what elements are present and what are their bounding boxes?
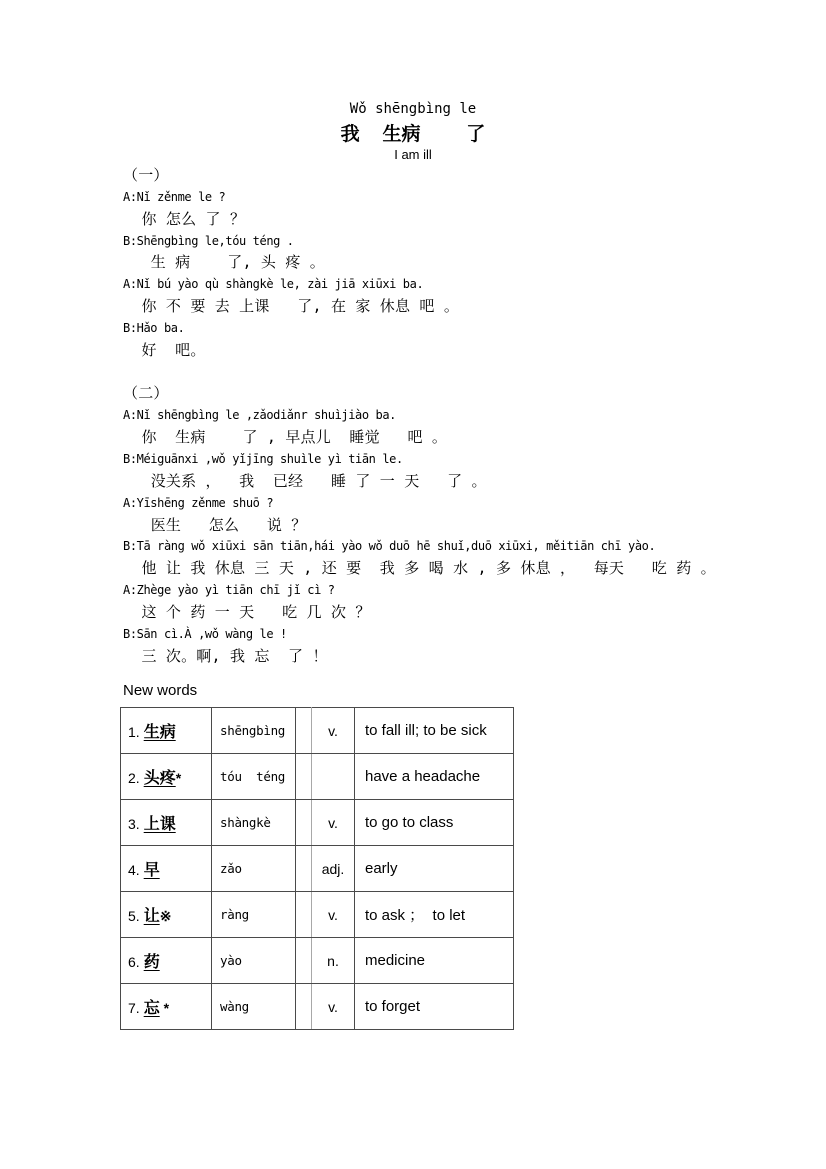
word-hanzi: 头疼 [143,770,176,787]
meaning-cell: to ask ； to let [355,892,514,938]
word-cell [121,938,212,984]
word-mark: * [159,1000,170,1016]
dialogue-line: B:Shēngbìng le,tóu téng . [123,233,294,248]
new-word-row [121,984,514,1030]
spacer-cell [296,754,312,800]
dialogue-line: 生 病 了, 头 疼 。 [123,253,325,272]
title-pinyin: Wǒ shēngbìng le [349,101,477,117]
dialogue-line: 医生 怎么 说 ？ [123,515,307,534]
dialogue-line: B:Sān cì.À ,wǒ wàng le ! [123,626,287,641]
dialogue-line: 他 让 我 休息 三 天 , 还 要 我 多 喝 水 , 多 休息 ， 每天 吃 药 。 [123,559,716,578]
word-number: 7. [128,1000,140,1016]
new-word-row [121,892,514,938]
dialogue-line: A:Nǐ shēngbìng le ,zǎodiǎnr shuìjiào ba. [123,408,396,423]
pos-cell: v. [312,984,355,1030]
word-cell [121,984,212,1030]
word-hanzi: 早 [143,862,160,879]
word-number: 4. [128,862,140,878]
word-cell [121,800,212,846]
pinyin-cell: ràng [212,892,296,938]
spacer-cell [296,708,312,754]
spacer-cell [296,892,312,938]
word-hanzi: 药 [143,954,160,971]
word-hanzi: 忘 [143,1000,160,1017]
meaning-cell: have a headache [355,754,514,800]
meaning-cell: to go to class [355,800,514,846]
dialogue-line: A:Yīshēng zěnme shuō ? [123,495,274,510]
spacer-cell [296,800,312,846]
meaning-cell: early [355,846,514,892]
word-cell [121,846,212,892]
word-number: 5. [128,908,140,924]
pinyin-cell: wàng [212,984,296,1030]
pos-cell: n. [312,938,355,984]
word-cell [121,892,212,938]
pos-cell [312,754,355,800]
new-word-row [121,846,514,892]
word-hanzi: 让 [143,908,160,925]
title-english: I am ill [394,147,432,162]
pos-cell: adj. [312,846,355,892]
pos-cell: v. [312,708,355,754]
word-cell [121,708,212,754]
dialogue-line: B:Tā ràng wǒ xiūxi sān tiān,hái yào wǒ duō hē shuǐ,duō xiūxi, měitiān chī yào. [123,539,656,554]
pinyin-cell: yào [212,938,296,984]
section-two-header: （二） [123,384,169,403]
word-mark: ※ [159,908,172,924]
word-mark: * [175,770,182,786]
title-hanzi: 我 生病 了 [340,123,486,145]
word-cell [121,754,212,800]
meaning-cell: medicine [355,938,514,984]
new-word-row [121,938,514,984]
dialogue-section [123,165,716,667]
dialogue-line: 你 怎么 了 ？ [123,209,246,228]
word-number: 3. [128,816,140,832]
dialogue-line: A:Zhège yào yì tiān chī jǐ cì ? [123,583,335,598]
pos-cell: v. [312,800,355,846]
pinyin-cell: shēngbìng [212,708,296,754]
word-hanzi: 上课 [143,816,176,833]
new-word-row [121,800,514,846]
dialogue-line: 你 生病 了 , 早点儿 睡觉 吧 。 [123,428,448,447]
word-number: 6. [128,954,140,970]
new-words-table [120,707,514,1030]
meaning-cell: to fall ill; to be sick [355,708,514,754]
dialogue-line: B:Hǎo ba. [123,320,185,335]
dialogue-line: 这 个 药 一 天 吃 几 次 ？ [123,602,371,621]
word-number: 1. [128,724,140,740]
dialogue-line: B:Méiguānxi ,wǒ yǐjīng shuìle yì tiān le. [123,451,403,466]
word-number: 2. [128,770,140,786]
dialogue-line: A:Nǐ bú yào qù shàngkè le, zài jiā xiūxi ba. [123,277,424,292]
word-hanzi: 生病 [143,724,176,741]
blank-line [123,362,716,384]
section-one-header: （一） [123,166,169,184]
dialogue-line: 三 次。啊, 我 忘 了 ！ [123,646,328,665]
spacer-cell [296,846,312,892]
dialogue-line: 没关系 ， 我 已经 睡 了 一 天 了 。 [123,471,487,490]
pos-cell: v. [312,892,355,938]
new-words-heading: New words [123,682,198,699]
spacer-cell [296,984,312,1030]
pinyin-cell: zǎo [212,846,296,892]
pinyin-cell: shàngkè [212,800,296,846]
dialogue-line: A:Nǐ zěnme le ? [123,189,226,204]
meaning-cell: to forget [355,984,514,1030]
new-word-row [121,708,514,754]
new-word-row [121,754,514,800]
spacer-cell [296,938,312,984]
dialogue-line: 好 吧。 [123,340,206,359]
dialogue-line: 你 不 要 去 上课 了, 在 家 休息 吧 。 [123,297,460,316]
pinyin-cell: tóu téng [212,754,296,800]
